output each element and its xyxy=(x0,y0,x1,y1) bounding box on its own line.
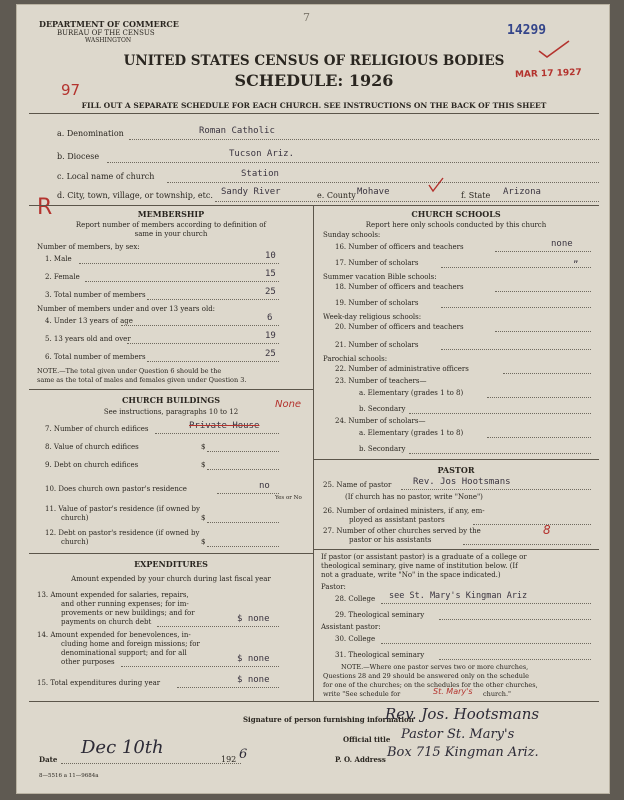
pastor-note: Questions 28 and 29 should be answered only on the schedule xyxy=(323,672,529,680)
q28-value: see St. Mary's Kingman Ariz xyxy=(389,591,528,601)
field-line xyxy=(217,493,279,494)
field-line xyxy=(207,451,279,452)
q29-label: 29. Theological seminary xyxy=(335,611,425,619)
signature-value: Rev. Jos. Hootsmans xyxy=(385,705,540,723)
field-line xyxy=(463,544,591,545)
field-line xyxy=(61,763,241,764)
field-line xyxy=(439,619,591,620)
field-line xyxy=(495,331,591,332)
q6-label: 6. Total number of members xyxy=(45,353,146,361)
q7-value: Private House xyxy=(189,421,260,431)
denomination-label: a. Denomination xyxy=(57,129,124,138)
divider xyxy=(29,205,599,206)
q1-value: 10 xyxy=(265,251,276,261)
q11-label-cont: church) xyxy=(61,514,89,522)
state-value: Arizona xyxy=(503,187,541,197)
year-prefix: 192 xyxy=(221,755,237,764)
field-line xyxy=(121,325,279,326)
q26-label: 26. Number of ordained ministers, if any, em- xyxy=(323,507,485,515)
q4-label: 4. Under 13 years of age xyxy=(45,317,133,325)
q11-label: 11. Value of pastor's residence (if owned by xyxy=(45,505,200,513)
field-line xyxy=(439,659,591,660)
weekday-heading: Week-day religious schools: xyxy=(323,313,422,321)
q20-label: 20. Number of officers and teachers xyxy=(335,323,464,331)
field-line xyxy=(129,139,599,140)
church-name-label: c. Local name of church xyxy=(57,172,155,181)
state-label: f. State xyxy=(461,191,491,200)
field-line xyxy=(503,373,591,374)
q19-label: 19. Number of scholars xyxy=(335,299,419,307)
field-line xyxy=(147,361,279,362)
membership-note: NOTE.—The total given under Question 6 should be the xyxy=(37,367,222,375)
divider xyxy=(29,553,313,554)
field-line xyxy=(401,489,591,490)
q13-value: $ none xyxy=(237,614,270,624)
pastor-sub-heading: Pastor: xyxy=(321,583,346,591)
q4-value: 6 xyxy=(267,313,273,323)
q26-label-cont: ployed as assistant pastors xyxy=(349,516,445,524)
instruction-line: FILL OUT A SEPARATE SCHEDULE FOR EACH CHURCH. SEE INSTRUCTIONS ON THE BACK OF THIS SHEET xyxy=(81,101,547,110)
pastor-note: NOTE.—Where one pastor serves two or more churches, xyxy=(341,663,529,671)
q13-label: 13. Amount expended for salaries, repairs, xyxy=(37,591,189,599)
divider xyxy=(313,459,599,460)
q14-label-cont: other purposes xyxy=(61,658,115,666)
form-title: UNITED STATES CENSUS OF RELIGIOUS BODIES xyxy=(123,53,505,69)
date-value: Dec 10th xyxy=(81,737,164,758)
signature-label: Signature of person furnishing information xyxy=(243,715,414,724)
q17-label: 17. Number of scholars xyxy=(335,259,419,267)
q13-label-cont: provements or new buildings; and for xyxy=(61,609,195,617)
q16-value: none xyxy=(551,239,573,249)
q14-label: 14. Amount expended for benevolences, in- xyxy=(37,631,191,639)
field-line xyxy=(381,603,591,604)
field-line xyxy=(441,349,591,350)
field-line xyxy=(167,182,599,183)
divider xyxy=(29,389,313,390)
q22-label: 22. Number of administrative officers xyxy=(335,365,469,373)
pastor-note-end: church." xyxy=(483,690,512,698)
q23a-label: a. Elementary (grades 1 to 8) xyxy=(359,389,464,397)
official-title-label: Official title xyxy=(343,735,391,744)
q8-label: 8. Value of church edifices xyxy=(45,443,139,451)
red-letter-r: R xyxy=(37,195,53,220)
parochial-heading: Parochial schools: xyxy=(323,355,388,363)
bureau-name: BUREAU OF THE CENSUS xyxy=(57,29,155,37)
pastor-note: for one of the churches; on the schedules for the other churches, xyxy=(323,681,538,689)
q11-dollar: $ xyxy=(201,514,206,522)
q23b-label: b. Secondary xyxy=(359,405,406,413)
schools-subtitle: Report here only schools conducted by this church xyxy=(365,221,547,229)
date-label: Date xyxy=(39,755,58,764)
q5-value: 19 xyxy=(265,331,276,341)
q12-label: 12. Debt on pastor's residence (if owned by xyxy=(45,529,200,537)
q16-label: 16. Number of officers and teachers xyxy=(335,243,464,251)
q12-label-cont: church) xyxy=(61,538,89,546)
q27-label-cont: pastor or his assistants xyxy=(349,536,432,544)
see-schedule-value: St. Mary's xyxy=(433,687,473,696)
q25-hint: (If church has no pastor, write "None") xyxy=(345,493,483,501)
divider xyxy=(29,113,599,114)
sunday-heading: Sunday schools: xyxy=(323,231,381,239)
expenditures-title: EXPENDITURES xyxy=(134,559,208,569)
dept-name: DEPARTMENT OF COMMERCE xyxy=(39,19,179,29)
red-note-97: 97 xyxy=(61,81,81,99)
divider xyxy=(29,701,599,702)
red-check-mark xyxy=(427,177,445,193)
diocese-value: Tucson Ariz. xyxy=(229,149,295,159)
county-value: Mohave xyxy=(357,187,390,197)
field-line xyxy=(207,546,279,547)
q7-label: 7. Number of church edifices xyxy=(45,425,149,433)
q10-value: no xyxy=(259,481,270,491)
q2-value: 15 xyxy=(265,269,276,279)
membership-title: MEMBERSHIP xyxy=(137,209,205,219)
q23-label: 23. Number of teachers— xyxy=(335,377,427,385)
expenditures-subtitle: Amount expended by your church during last fiscal year xyxy=(71,575,271,583)
q12-dollar: $ xyxy=(201,538,206,546)
field-line xyxy=(147,299,279,300)
q6-value: 25 xyxy=(265,349,276,359)
field-line xyxy=(177,687,279,688)
q18-label: 18. Number of officers and teachers xyxy=(335,283,464,291)
city-name: WASHINGTON xyxy=(85,37,132,44)
field-line xyxy=(207,469,279,470)
q3-label: 3. Total number of members xyxy=(45,291,146,299)
q13-label-cont: and other running expenses; for im- xyxy=(61,600,189,608)
membership-intro: same in your church xyxy=(134,230,208,238)
q25-label: 25. Name of pastor xyxy=(323,481,392,489)
field-line xyxy=(487,397,591,398)
field-line xyxy=(381,643,591,644)
field-line xyxy=(107,162,599,163)
field-line xyxy=(487,437,591,438)
summer-heading: Summer vacation Bible schools: xyxy=(323,273,437,281)
yes-or-no-hint: Yes or No xyxy=(275,495,302,501)
census-schedule-sheet xyxy=(16,4,610,794)
q9-dollar: $ xyxy=(201,461,206,469)
q27-value: 8 xyxy=(543,523,551,537)
buildings-title: CHURCH BUILDINGS xyxy=(122,395,220,405)
q1-label: 1. Male xyxy=(45,255,72,263)
field-line xyxy=(215,201,599,202)
q24-label: 24. Number of scholars— xyxy=(335,417,426,425)
graduate-instructions: If pastor (or assistant pastor) is a graduate of a college or xyxy=(321,553,527,561)
address-value: Box 715 Kingman Ariz. xyxy=(387,745,539,760)
q2-label: 2. Female xyxy=(45,273,80,281)
q14-label-cont: denominational support; and for all xyxy=(61,649,187,657)
field-line xyxy=(127,343,279,344)
form-number: 8—5516 a 11—9684a xyxy=(39,773,99,779)
q10-label: 10. Does church own pastor's residence xyxy=(45,485,187,493)
field-line xyxy=(409,413,591,414)
q17-value: „ xyxy=(573,255,579,265)
field-line xyxy=(85,281,279,282)
church-name-value: Station xyxy=(241,169,279,179)
field-line xyxy=(495,291,591,292)
graduate-instructions: not a graduate, write "No" in the space indicated.) xyxy=(321,571,501,579)
pencil-mark: 7 xyxy=(303,11,310,24)
q15-label: 15. Total expenditures during year xyxy=(37,679,161,687)
q28-label: 28. College xyxy=(335,595,376,603)
serial-number: 14299 xyxy=(507,23,547,38)
q24a-label: a. Elementary (grades 1 to 8) xyxy=(359,429,464,437)
field-line xyxy=(155,433,279,434)
received-date-stamp: MAR 17 1927 xyxy=(514,67,582,81)
q14-value: $ none xyxy=(237,654,270,664)
denomination-value: Roman Catholic xyxy=(199,126,275,136)
schools-title: CHURCH SCHOOLS xyxy=(411,209,501,219)
field-line xyxy=(79,263,279,264)
q24b-label: b. Secondary xyxy=(359,445,406,453)
q31-label: 31. Theological seminary xyxy=(335,651,425,659)
field-line xyxy=(441,307,591,308)
q13-label-cont: payments on church debt xyxy=(61,618,152,626)
q21-label: 21. Number of scholars xyxy=(335,341,419,349)
year-digit: 6 xyxy=(239,747,248,762)
none-annotation: None xyxy=(275,399,302,410)
field-line xyxy=(157,626,279,627)
field-line xyxy=(441,267,591,268)
q9-label: 9. Debt on church edifices xyxy=(45,461,139,469)
city-value: Sandy River xyxy=(221,187,281,197)
q30-label: 30. College xyxy=(335,635,376,643)
field-line xyxy=(121,666,279,667)
divider xyxy=(313,549,599,550)
schedule-title: SCHEDULE: 1926 xyxy=(234,71,394,90)
pastor-note: write "See schedule for xyxy=(323,690,401,698)
column-divider xyxy=(313,205,314,701)
q27-label: 27. Number of other churches served by the xyxy=(323,527,481,535)
field-line xyxy=(207,522,279,523)
city-label: d. City, town, village, or township, etc. xyxy=(57,191,213,200)
field-line xyxy=(473,524,591,525)
q14-label-cont: cluding home and foreign missions; for xyxy=(61,640,200,648)
field-line xyxy=(495,251,591,252)
by-sex-heading: Number of members, by sex: xyxy=(37,243,140,251)
address-label: P. O. Address xyxy=(335,755,386,764)
q5-label: 5. 13 years old and over xyxy=(45,335,131,343)
q8-dollar: $ xyxy=(201,443,206,451)
membership-note: same as the total of males and females given under Question 3. xyxy=(37,376,247,384)
membership-intro: Report number of members according to definition of xyxy=(75,221,267,229)
age-heading: Number of members under and over 13 years old: xyxy=(37,305,216,313)
graduate-instructions: theological seminary, give name of institution below. (If xyxy=(321,562,518,570)
diocese-label: b. Diocese xyxy=(57,152,100,161)
pastor-title: PASTOR xyxy=(437,465,475,475)
q15-value: $ none xyxy=(237,675,270,685)
field-line xyxy=(409,453,591,454)
q3-value: 25 xyxy=(265,287,276,297)
q25-value: Rev. Jos Hootsmans xyxy=(413,477,511,487)
assistant-sub-heading: Assistant pastor: xyxy=(321,623,381,631)
official-title-value: Pastor St. Mary's xyxy=(401,727,515,742)
county-label: e. County xyxy=(317,191,356,200)
buildings-subtitle: See instructions, paragraphs 10 to 12 xyxy=(103,408,239,416)
